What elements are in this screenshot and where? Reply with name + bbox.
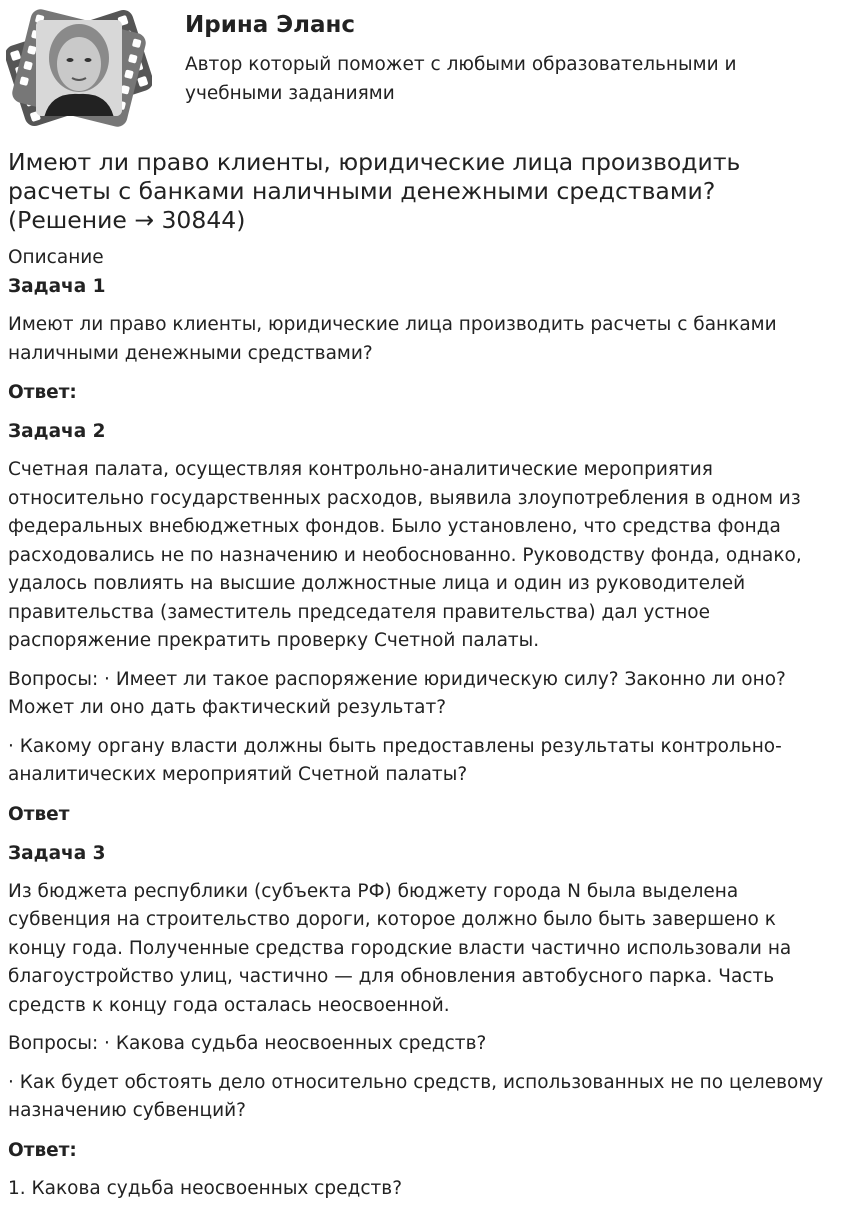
- article: [8, 148, 838, 1213]
- task-3-answer-label: Ответ:: [8, 1139, 77, 1161]
- task-1-text: Имеют ли право клиенты, юридические лица производить расчеты с банками наличными денежными средствами?: [8, 314, 777, 364]
- author-card: [0, 0, 847, 140]
- task-1-heading: Задача 1: [8, 276, 106, 297]
- task-2-text: Счетная палата, осуществляя контрольно-аналитические мероприятия относительно государственных расходов, выявила злоупотребления в одном из федеральных внебюджетных фондов. Было установлено, что средства фонда расходовались не по назначению и необоснованно. Руководству фонда, однако, удалось повлиять на высшие должностные лица и один из руководителей правительства (заместитель председателя правительства) дал устное распоряжение прекратить проверку Счетной палаты.: [8, 459, 802, 651]
- author-avatar[interactable]: [6, 6, 152, 130]
- task-2-heading: Задача 2: [8, 421, 106, 442]
- description-label: Описание: [8, 247, 104, 268]
- task-1-answer-label: Ответ:: [8, 382, 77, 403]
- task-3-text: Из бюджета республики (субъекта РФ) бюджету города N была выделена субвенция на строительство дороги, которое должно было быть завершено к концу года. Полученные средства городские власти частично использовали на благоустройство улиц, частично — для обновления автобусного парка. Часть средств к концу года осталась неосвоенной.: [8, 880, 792, 1016]
- task-2-question-1: Вопросы: · Имеет ли такое распоряжение юридическую силу? Законно ли оно? Может ли оно дать фактический результат?: [8, 668, 786, 718]
- task-3-question-1: Вопросы: · Какова судьба неосвоенных средств?: [8, 1033, 487, 1054]
- author-name[interactable]: Ирина Эланс: [185, 12, 356, 38]
- task-3-answer-item-1: 1. Какова судьба неосвоенных средств?: [8, 1177, 403, 1199]
- task-3-question-2: · Как будет обстоять дело относительно средств, использованных не по целевому назначению субвенций?: [8, 1071, 824, 1121]
- author-description: Автор который поможет с любыми образовательными и учебными заданиями: [185, 54, 737, 104]
- task-3-heading: Задача 3: [8, 842, 106, 864]
- task-2-answer-label: Ответ: [8, 803, 70, 825]
- task-2-question-2: · Какому органу власти должны быть предоставлены результаты контрольно-аналитических мероприятий Счетной палаты?: [8, 735, 782, 785]
- page-title: Имеют ли право клиенты, юридические лица производить расчеты с банками наличными денежными средствами? (Решение → 30844): [8, 148, 741, 234]
